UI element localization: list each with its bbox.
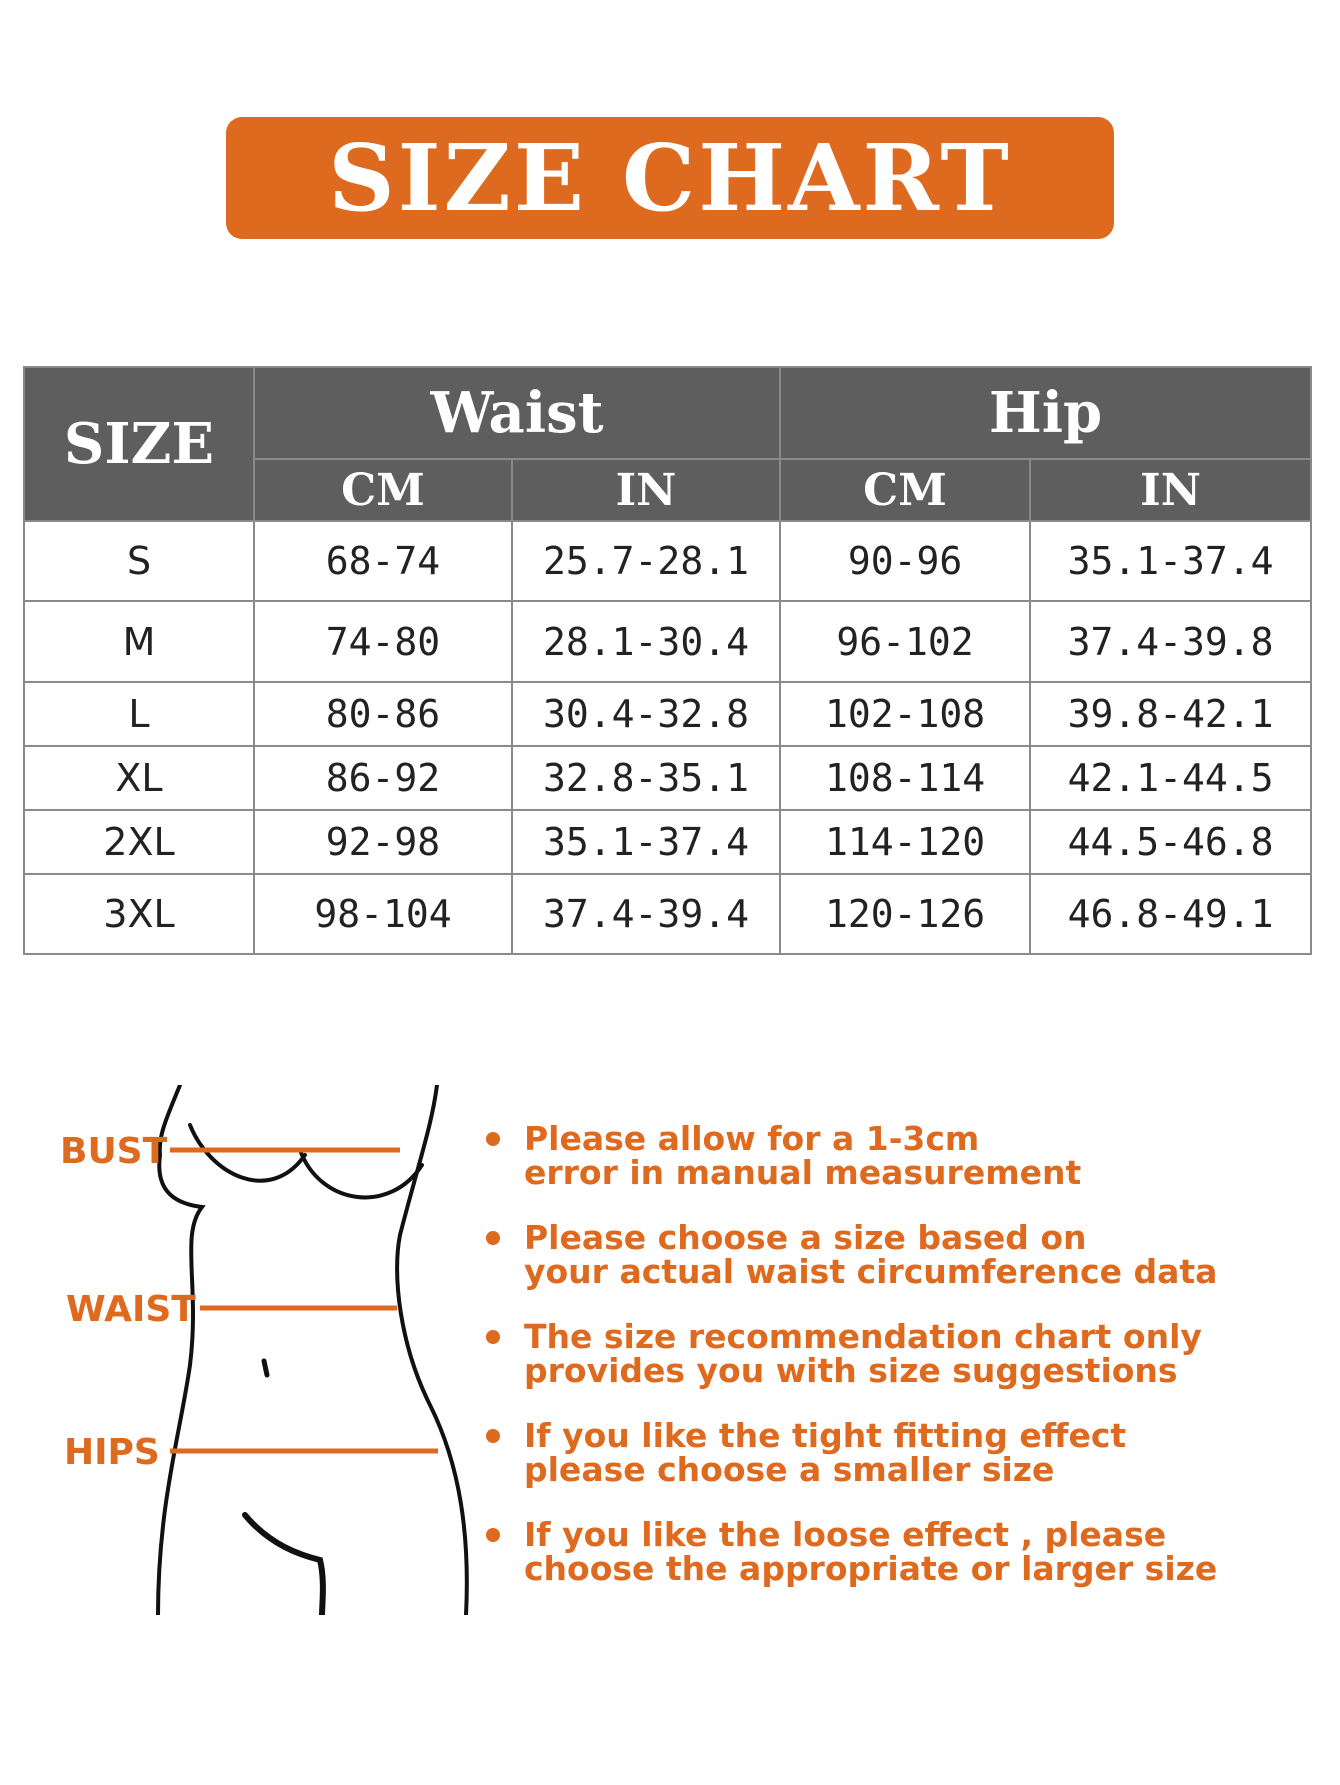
- list-item: [480, 1119, 1320, 1192]
- hip-in-cell: 39.8-42.1: [1030, 682, 1311, 746]
- title-banner: [226, 117, 1114, 239]
- right-shoulder-line: [397, 1085, 467, 1615]
- hip-group-header: Hip: [780, 367, 1311, 459]
- waist-cm-cell: 74-80: [254, 601, 512, 682]
- list-item: [480, 1515, 1320, 1588]
- hip-cm-cell: 120-126: [780, 874, 1030, 954]
- size-column-header: SIZE: [24, 367, 254, 521]
- waist-in-cell: 28.1-30.4: [512, 601, 780, 682]
- bullet-icon: [486, 1330, 500, 1344]
- list-item: [480, 1317, 1320, 1390]
- bust-label: BUST: [60, 1131, 168, 1172]
- waist-group-header: Waist: [254, 367, 780, 459]
- waist-cm-cell: 92-98: [254, 810, 512, 874]
- hip-in-cell: 37.4-39.8: [1030, 601, 1311, 682]
- waist-cm-cell: 80-86: [254, 682, 512, 746]
- table-row: [24, 521, 1311, 601]
- size-notes-list: [480, 1119, 1320, 1617]
- note-line: please choose a smaller size: [524, 1450, 1055, 1489]
- waist-in-cell: 32.8-35.1: [512, 746, 780, 810]
- hip-cm-cell: 108-114: [780, 746, 1030, 810]
- table-row: [24, 874, 1311, 954]
- hip-cm-header: CM: [780, 459, 1030, 521]
- navel-mark: [264, 1361, 267, 1375]
- waist-in-cell: 25.7-28.1: [512, 521, 780, 601]
- bullet-icon: [486, 1429, 500, 1443]
- waist-cm-cell: 86-92: [254, 746, 512, 810]
- waist-cm-cell: 68-74: [254, 521, 512, 601]
- note-line: The size recommendation chart only: [524, 1317, 1202, 1356]
- note-line: provides you with size suggestions: [524, 1351, 1178, 1390]
- hip-in-cell: 35.1-37.4: [1030, 521, 1311, 601]
- list-item: [480, 1416, 1320, 1489]
- size-cell: 3XL: [24, 874, 254, 954]
- groin-curve: [245, 1515, 323, 1615]
- waist-cm-header: CM: [254, 459, 512, 521]
- bullet-icon: [486, 1231, 500, 1245]
- hip-cm-cell: 96-102: [780, 601, 1030, 682]
- table-row: [24, 601, 1311, 682]
- table-row: [24, 682, 1311, 746]
- size-cell: L: [24, 682, 254, 746]
- size-cell: M: [24, 601, 254, 682]
- table-row: [24, 810, 1311, 874]
- size-cell: 2XL: [24, 810, 254, 874]
- size-table: [23, 366, 1312, 955]
- size-cell: XL: [24, 746, 254, 810]
- hip-in-header: IN: [1030, 459, 1311, 521]
- note-line: Please choose a size based on: [524, 1218, 1087, 1257]
- body-figure: [40, 1085, 480, 1615]
- hip-cm-cell: 102-108: [780, 682, 1030, 746]
- waist-label: WAIST: [66, 1289, 196, 1330]
- note-line: If you like the loose effect , please: [524, 1515, 1167, 1554]
- note-line: your actual waist circumference data: [524, 1252, 1218, 1291]
- bullet-icon: [486, 1528, 500, 1542]
- waist-in-cell: 37.4-39.4: [512, 874, 780, 954]
- hip-cm-cell: 114-120: [780, 810, 1030, 874]
- left-breast-curve: [190, 1125, 305, 1181]
- size-cell: S: [24, 521, 254, 601]
- waist-in-cell: 30.4-32.8: [512, 682, 780, 746]
- page-title: SIZE CHART: [328, 124, 1012, 232]
- waist-in-cell: 35.1-37.4: [512, 810, 780, 874]
- hip-in-cell: 42.1-44.5: [1030, 746, 1311, 810]
- waist-in-header: IN: [512, 459, 780, 521]
- bullet-icon: [486, 1132, 500, 1146]
- hip-cm-cell: 90-96: [780, 521, 1030, 601]
- note-line: Please allow for a 1-3cm: [524, 1119, 980, 1158]
- list-item: [480, 1218, 1320, 1291]
- note-line: error in manual measurement: [524, 1153, 1082, 1192]
- note-line: If you like the tight fitting effect: [524, 1416, 1127, 1455]
- hips-label: HIPS: [64, 1432, 160, 1473]
- waist-cm-cell: 98-104: [254, 874, 512, 954]
- note-line: choose the appropriate or larger size: [524, 1549, 1218, 1588]
- right-breast-curve: [300, 1150, 422, 1197]
- hip-in-cell: 46.8-49.1: [1030, 874, 1311, 954]
- table-row: [24, 746, 1311, 810]
- hip-in-cell: 44.5-46.8: [1030, 810, 1311, 874]
